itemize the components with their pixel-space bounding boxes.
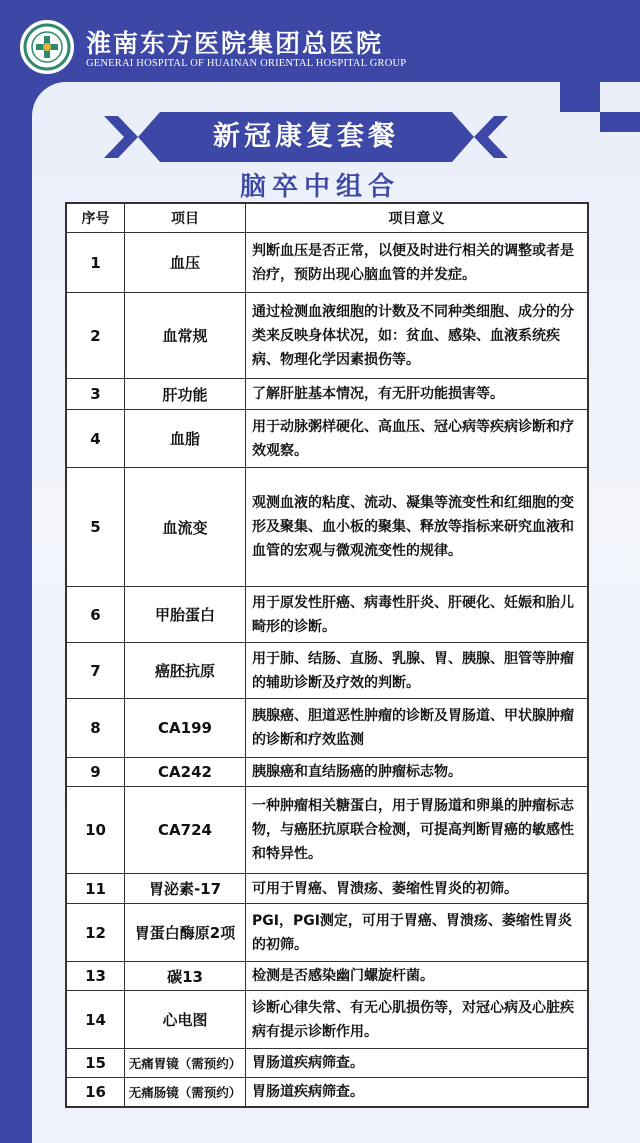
right-chevron-icon [472, 116, 512, 158]
row-no: 9 [67, 758, 125, 787]
row-no: 13 [67, 962, 125, 991]
hospital-name-en: GENERAI HOSPITAL OF HUAINAN ORIENTAL HOSPITAL GROUP [86, 58, 407, 69]
table-row [67, 758, 588, 787]
row-item: 血压 [125, 233, 246, 293]
table-header-row [67, 204, 588, 233]
table-row [67, 1049, 588, 1078]
row-meaning: 可用于胃癌、胃溃疡、萎缩性胃炎的初筛。 [246, 874, 588, 904]
row-no: 8 [67, 699, 125, 758]
row-no: 15 [67, 1049, 125, 1078]
table-row [67, 787, 588, 874]
table-row [67, 962, 588, 991]
table-row [67, 991, 588, 1049]
row-meaning: 一种肿瘤相关糖蛋白，用于胃肠道和卵巢的肿瘤标志物，与癌胚抗原联合检测，可提高判断胃癌的敏感性和特异性。 [246, 787, 588, 874]
decor-block [420, 0, 460, 22]
header-meaning: 项目意义 [246, 204, 588, 233]
table-row [67, 468, 588, 587]
row-no: 14 [67, 991, 125, 1049]
row-no: 7 [67, 643, 125, 699]
page-title: 新冠康复套餐 [213, 121, 399, 152]
table-row [67, 643, 588, 699]
row-item: 胃泌素-17 [125, 874, 246, 904]
row-meaning: 判断血压是否正常，以便及时进行相关的调整或者是治疗，预防出现心脑血管的并发症。 [246, 233, 588, 293]
row-item: CA199 [125, 699, 246, 758]
row-item: 胃蛋白酶原2项 [125, 904, 246, 962]
header-item: 项目 [125, 204, 246, 233]
row-meaning: 胃肠道疾病筛查。 [246, 1078, 588, 1107]
left-chevron-icon [100, 116, 140, 158]
row-no: 6 [67, 587, 125, 643]
row-no: 2 [67, 293, 125, 379]
row-item: 无痛肠镜（需预约） [125, 1078, 246, 1107]
row-item: 血常规 [125, 293, 246, 379]
row-meaning: 了解肝脏基本情况，有无肝功能损害等。 [246, 379, 588, 410]
header-no: 序号 [67, 204, 125, 233]
hospital-emblem-icon [20, 20, 74, 74]
row-item: 癌胚抗原 [125, 643, 246, 699]
table-row [67, 379, 588, 410]
row-meaning: PGⅠ，PGⅠ测定，可用于胃癌、胃溃疡、萎缩性胃炎的初筛。 [246, 904, 588, 962]
title-banner [138, 112, 474, 162]
row-meaning: 用于动脉粥样硬化、高血压、冠心病等疾病诊断和疗效观察。 [246, 410, 588, 468]
row-meaning: 用于原发性肝癌、病毒性肝炎、肝硬化、妊娠和胎儿畸形的诊断。 [246, 587, 588, 643]
decor-block [560, 82, 600, 112]
row-item: 碳13 [125, 962, 246, 991]
row-item: 血流变 [125, 468, 246, 587]
table-row [67, 293, 588, 379]
row-item: CA242 [125, 758, 246, 787]
hospital-header [20, 20, 480, 76]
row-no: 16 [67, 1078, 125, 1107]
row-no: 3 [67, 379, 125, 410]
table-row [67, 874, 588, 904]
row-meaning: 诊断心律失常、有无心肌损伤等，对冠心病及心脏疾病有提示诊断作用。 [246, 991, 588, 1049]
row-item: 肝功能 [125, 379, 246, 410]
checkup-table [65, 202, 589, 1108]
page-subtitle: 脑卒中组合 [239, 172, 400, 202]
row-meaning: 观测血液的粘度、流动、凝集等流变性和红细胞的变形及聚集、血小板的聚集、释放等指标来研究血液和血管的宏观与微观流变性的规律。 [246, 468, 588, 587]
row-no: 4 [67, 410, 125, 468]
row-item: CA724 [125, 787, 246, 874]
row-meaning: 胃肠道疾病筛查。 [246, 1049, 588, 1078]
row-meaning: 用于肺、结肠、直肠、乳腺、胃、胰腺、胆管等肿瘤的辅助诊断及疗效的判断。 [246, 643, 588, 699]
hospital-name-cn: 淮南东方医院集团总医院 [86, 29, 384, 58]
table-row [67, 410, 588, 468]
table-row [67, 233, 588, 293]
table-row [67, 904, 588, 962]
row-no: 5 [67, 468, 125, 587]
row-meaning: 胰腺癌和直结肠癌的肿瘤标志物。 [246, 758, 588, 787]
row-item: 甲胎蛋白 [125, 587, 246, 643]
row-no: 12 [67, 904, 125, 962]
row-meaning: 通过检测血液细胞的计数及不同种类细胞、成分的分类来反映身体状况，如：贫血、感染、血液系统疾病、物理化学因素损伤等。 [246, 293, 588, 379]
row-item: 血脂 [125, 410, 246, 468]
decor-block [520, 58, 560, 82]
decor-block [600, 112, 640, 132]
table-row [67, 699, 588, 758]
row-meaning: 胰腺癌、胆道恶性肿瘤的诊断及胃肠道、甲状腺肿瘤的诊断和疗效监测 [246, 699, 588, 758]
row-no: 11 [67, 874, 125, 904]
row-item: 无痛胃镜（需预约） [125, 1049, 246, 1078]
row-item: 心电图 [125, 991, 246, 1049]
row-meaning: 检测是否感染幽门螺旋杆菌。 [246, 962, 588, 991]
table-row [67, 1078, 588, 1107]
row-no: 1 [67, 233, 125, 293]
row-no: 10 [67, 787, 125, 874]
table-row [67, 587, 588, 643]
